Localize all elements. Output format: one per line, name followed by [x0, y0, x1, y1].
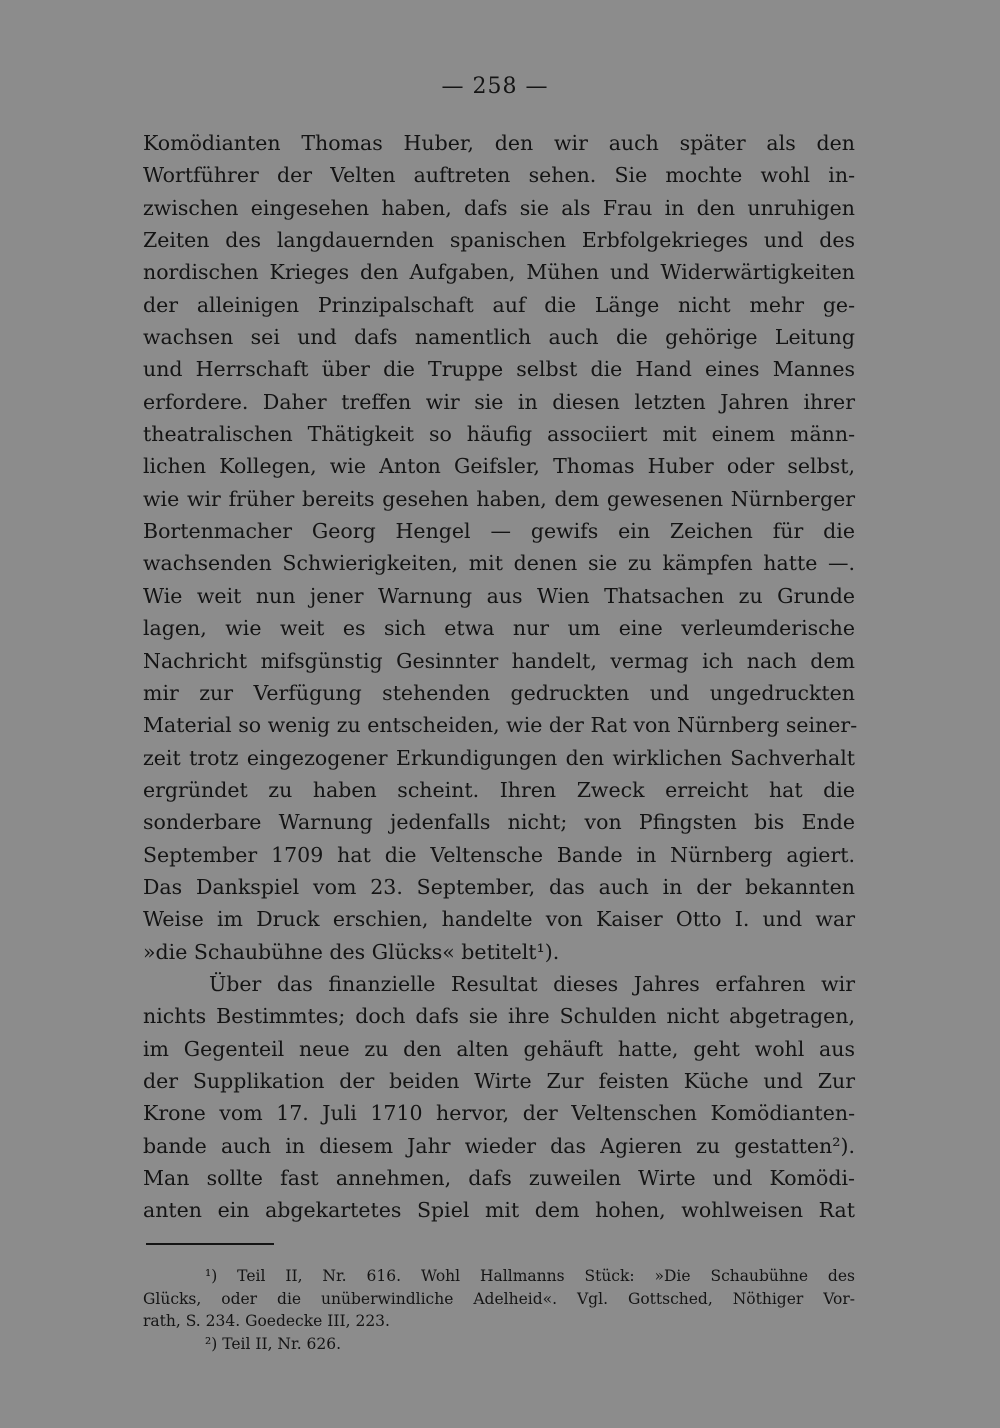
text-line: Man sollte fast annehmen, dafs zuweilen Wirte und Komödi-: [143, 1166, 855, 1190]
body-text: [143, 127, 858, 1227]
text-line: anten ein abgekartetes Spiel mit dem hohen, wohlweisen Rat: [143, 1198, 855, 1223]
footnote-line: rath, S. 234. Goedecke III, 223.: [143, 1312, 390, 1330]
text-line: Material so wenig zu entscheiden, wie der Rat von Nürnberg seiner-: [143, 713, 858, 738]
text-line: Zeiten des langdauernden spanischen Erbfolgekrieges und des: [143, 228, 855, 253]
text-line: ergründet zu haben scheint. Ihren Zweck erreicht hat die: [143, 777, 855, 802]
text-line: der alleinigen Prinzipalschaft auf die Länge nicht mehr ge-: [143, 292, 855, 317]
text-line: lagen, wie weit es sich etwa nur um eine verleumderische: [143, 616, 855, 641]
text-line: Komödianten Thomas Huber, den wir auch später als den: [143, 131, 855, 155]
text-line: im Gegenteil neue zu den alten gehäuft hatte, geht wohl aus: [143, 1036, 855, 1061]
footnotes: [143, 1265, 855, 1355]
footnote-line: ²) Teil II, Nr. 626.: [205, 1334, 342, 1353]
text-line: Wie weit nun jener Warnung aus Wien Thatsachen zu Grunde: [143, 583, 855, 608]
text-line: mir zur Verfügung stehenden gedruckten und ungedruckten: [143, 680, 855, 705]
text-line: zwischen eingesehen haben, dafs sie als Frau in den unruhigen: [143, 195, 855, 220]
text-line: Weise im Druck erschien, handelte von Kaiser Otto I. und war: [143, 907, 855, 932]
text-line: bande auch in diesem Jahr wieder das Agieren zu gestatten²).: [143, 1133, 855, 1158]
text-line: und Herrschaft über die Truppe selbst die Hand eines Mannes: [143, 357, 855, 382]
text-line: Krone vom 17. Juli 1710 hervor, der Veltenschen Komödianten-: [143, 1101, 855, 1126]
text-line: erfordere. Daher treffen wir sie in diesen letzten Jahren ihrer: [143, 389, 855, 414]
text-line: nordischen Krieges den Aufgaben, Mühen und Widerwärtigkeiten: [143, 260, 855, 285]
footnote-line: ¹) Teil II, Nr. 616. Wohl Hallmanns Stück: »Die Schaubühne des: [205, 1267, 855, 1285]
text-line: lichen Kollegen, wie Anton Geifsler, Thomas Huber oder selbst,: [143, 454, 855, 479]
text-line: wachsenden Schwierigkeiten, mit denen sie zu kämpfen hatte —.: [143, 551, 855, 576]
text-line: sonderbare Warnung jedenfalls nicht; von Pfingsten bis Ende: [143, 810, 855, 835]
text-line: Wortführer der Velten auftreten sehen. Sie mochte wohl in-: [143, 163, 855, 188]
text-line: nichts Bestimmtes; doch dafs sie ihre Schulden nicht abgetragen,: [143, 1004, 855, 1029]
footnote-line: Glücks, oder die unüberwindliche Adelheid«. Vgl. Gottsched, Nöthiger Vor-: [143, 1289, 855, 1308]
footnote-rule: [146, 1243, 274, 1245]
text-line: theatralischen Thätigkeit so häufig associiert mit einem männ-: [143, 422, 855, 447]
text-line: Nachricht mifsgünstig Gesinnter handelt, vermag ich nach dem: [143, 648, 855, 673]
text-line: wachsen sei und dafs namentlich auch die gehörige Leitung: [143, 325, 855, 350]
text-line: wie wir früher bereits gesehen haben, dem gewesenen Nürnberger: [143, 486, 855, 511]
text-line: September 1709 hat die Veltensche Bande in Nürnberg agiert.: [143, 842, 855, 867]
text-line: Bortenmacher Georg Hengel — gewifs ein Zeichen für die: [143, 519, 855, 544]
text-line: Das Dankspiel vom 23. September, das auch in der bekannten: [143, 874, 855, 899]
text-line: »die Schaubühne des Glücks« betitelt¹).: [143, 939, 560, 964]
page-number: — 258 —: [441, 74, 549, 99]
text-line: Über das finanzielle Resultat dieses Jahres erfahren wir: [209, 971, 855, 996]
text-line: zeit trotz eingezogener Erkundigungen den wirklichen Sachverhalt: [143, 745, 855, 770]
text-line: der Supplikation der beiden Wirte Zur feisten Küche und Zur: [143, 1068, 855, 1093]
